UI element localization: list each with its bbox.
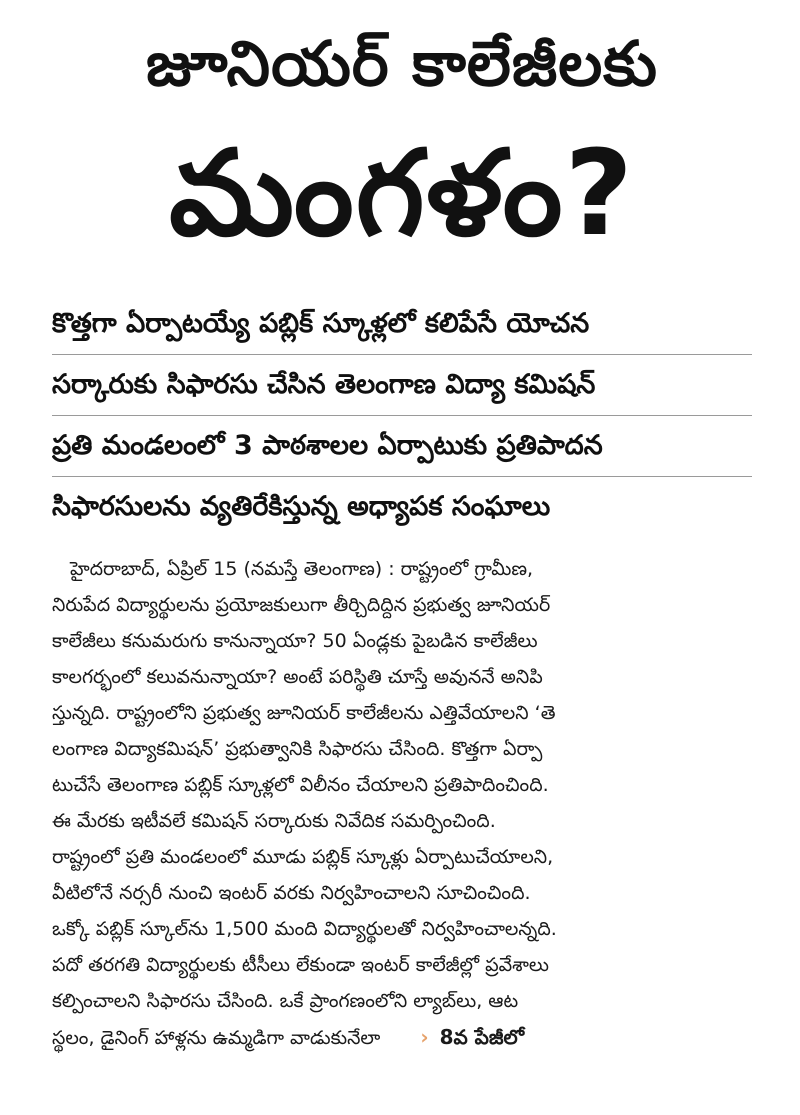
news-article	[52, 20, 752, 1055]
body-last-line	[52, 1019, 752, 1055]
body-line: పదో తరగతి విద్యార్థులకు టీసీలు లేకుండా ఇంటర్ కాలేజీల్లో ప్రవేశాలు	[52, 954, 549, 976]
headline-line-2: మంగళం?	[169, 124, 635, 262]
body-line: స్థలం, డైనింగ్ హాళ్లను ఉమ్మడిగా వాడుకునేలా	[52, 1027, 381, 1049]
body-line: ఈ మేరకు ఇటీవలే కమిషన్ సర్కారుకు నివేదిక సమర్పించింది.	[52, 810, 496, 832]
continued-on-page-link[interactable]	[420, 1019, 524, 1055]
body-line: వీటిలోనే నర్సరీ నుంచి ఇంటర్ వరకు నిర్వహించాలని సూచించింది.	[52, 882, 531, 904]
body-line: నిరుపేద విద్యార్థులను ప్రయోజకులుగా తీర్చిదిద్దిన ప్రభుత్వ జూనియర్	[52, 594, 551, 616]
body-line: ఒక్కో పబ్లిక్ స్కూల్‌ను 1,500 మంది విద్యార్థులతో నిర్వహించాలన్నది.	[52, 918, 557, 940]
body-line: టుచేసే తెలంగాణ పబ్లిక్ స్కూళ్లలో విలీనం చేయాలని ప్రతిపాదించింది.	[52, 774, 549, 796]
deck-line: ప్రతి మండలంలో 3 పాఠశాలల ఏర్పాటుకు ప్రతిపాదన	[52, 416, 752, 477]
body-line: లంగాణ విద్యాకమిషన్’ ప్రభుత్వానికి సిఫారసు చేసింది. కొత్తగా ఏర్పా	[52, 738, 543, 760]
continued-label: 8వ పేజీలో	[439, 1025, 525, 1049]
body-line: హైదరాబాద్, ఏప్రిల్ 15 (నమస్తే తెలంగాణ) : రాష్ట్రంలో గ్రామీణ,	[70, 558, 534, 580]
body-line: రాష్ట్రంలో ప్రతి మండలంలో మూడు పబ్లిక్ స్కూళ్లు ఏర్పాటుచేయాలని,	[52, 846, 554, 868]
body-line: కల్పించాలని సిఫారసు చేసింది. ఒకే ప్రాంగణంలోని ల్యాబ్‌లు, ఆట	[52, 990, 519, 1012]
body-line: కాలేజీలు కనుమరుగు కానున్నాయా? 50 ఏండ్లకు పైబడిన కాలేజీలు	[52, 630, 538, 652]
body-line: స్తున్నది. రాష్ట్రంలోని ప్రభుత్వ జూనియర్ కాలేజీలను ఎత్తివేయాలని ‘తె	[52, 702, 556, 724]
chevron-right-icon: ›	[420, 1025, 429, 1049]
headline-line-1: జూనియర్ కాలేజీలకు	[146, 27, 658, 100]
deck-line: కొత్తగా ఏర్పాటయ్యే పబ్లిక్ స్కూళ్లలో కలిపేసే యోచన	[52, 294, 752, 355]
deck-line: సర్కారుకు సిఫారసు చేసిన తెలంగాణ విద్యా కమిషన్	[52, 355, 752, 416]
deck-list	[52, 294, 752, 537]
body-line: కాలగర్భంలో కలువనున్నాయా? అంటే పరిస్థితి చూస్తే అవుననే అనిపి	[52, 666, 543, 688]
article-body	[52, 551, 752, 1055]
deck-line: సిఫారసులను వ్యతిరేకిస్తున్న అధ్యాపక సంఘాలు	[52, 491, 551, 522]
